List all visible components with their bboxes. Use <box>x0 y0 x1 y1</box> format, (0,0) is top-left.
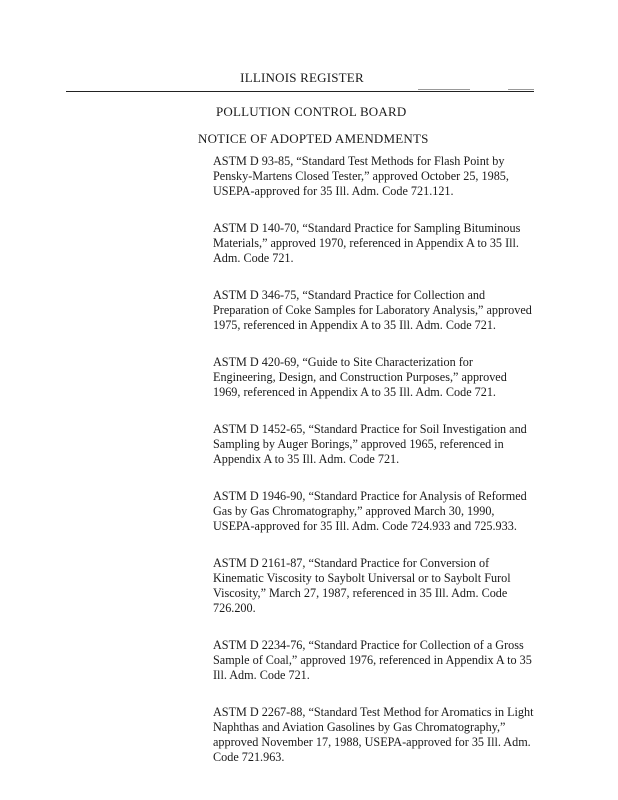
astm-entry-d140-70: ASTM D 140-70, “Standard Practice for Sampling Bituminous Materials,” approved 1970, referenced in Appendix A to 35 Ill. Adm. Code 721. <box>213 221 521 265</box>
astm-entry-d346-75: ASTM D 346-75, “Standard Practice for Collection and Preparation of Coke Samples for Laboratory Analysis,” approved 1975, referenced in Appendix A to 35 Ill. Adm. Code 721. <box>213 288 532 332</box>
astm-entry-d1452-65: ASTM D 1452-65, “Standard Practice for Soil Investigation and Sampling by Auger Borings,” approved 1965, referenced in Appendix A to 35 Ill. Adm. Code 721. <box>213 422 527 466</box>
board-title: POLLUTION CONTROL BOARD <box>216 104 407 119</box>
register-title: ILLINOIS REGISTER <box>240 70 364 85</box>
header-rule-stub <box>418 89 470 90</box>
astm-reference-list <box>213 154 535 787</box>
header-rule <box>66 91 534 92</box>
header-rule-stub <box>508 89 534 90</box>
astm-entry-d93-85: ASTM D 93-85, “Standard Test Methods for Flash Point by Pensky-Martens Closed Tester,” approved October 25, 1985, USEPA-approved for 35 Ill. Adm. Code 721.121. <box>213 154 509 198</box>
astm-entry-d2161-87: ASTM D 2161-87, “Standard Practice for Conversion of Kinematic Viscosity to Saybolt Universal or to Saybolt Furol Viscosity,” March 27, 1987, referenced in 35 Ill. Adm. Code 726.200. <box>213 556 511 615</box>
notice-title: NOTICE OF ADOPTED AMENDMENTS <box>198 131 429 146</box>
astm-entry-d2267-88: ASTM D 2267-88, “Standard Test Method for Aromatics in Light Naphthas and Aviation Gasolines by Gas Chromatography,” approved November 17, 1988, USEPA-approved for 35 Ill. Adm. Code 721.963. <box>213 705 534 764</box>
astm-entry-d1946-90: ASTM D 1946-90, “Standard Practice for Analysis of Reformed Gas by Gas Chromatography,” approved March 30, 1990, USEPA-approved for 35 Ill. Adm. Code 724.933 and 725.933. <box>213 489 527 533</box>
astm-entry-d2234-76: ASTM D 2234-76, “Standard Practice for Collection of a Gross Sample of Coal,” approved 1976, referenced in Appendix A to 35 Ill. Adm. Code 721. <box>213 638 532 682</box>
astm-entry-d420-69: ASTM D 420-69, “Guide to Site Characterization for Engineering, Design, and Construction Purposes,” approved 1969, referenced in Appendix A to 35 Ill. Adm. Code 721. <box>213 355 507 399</box>
